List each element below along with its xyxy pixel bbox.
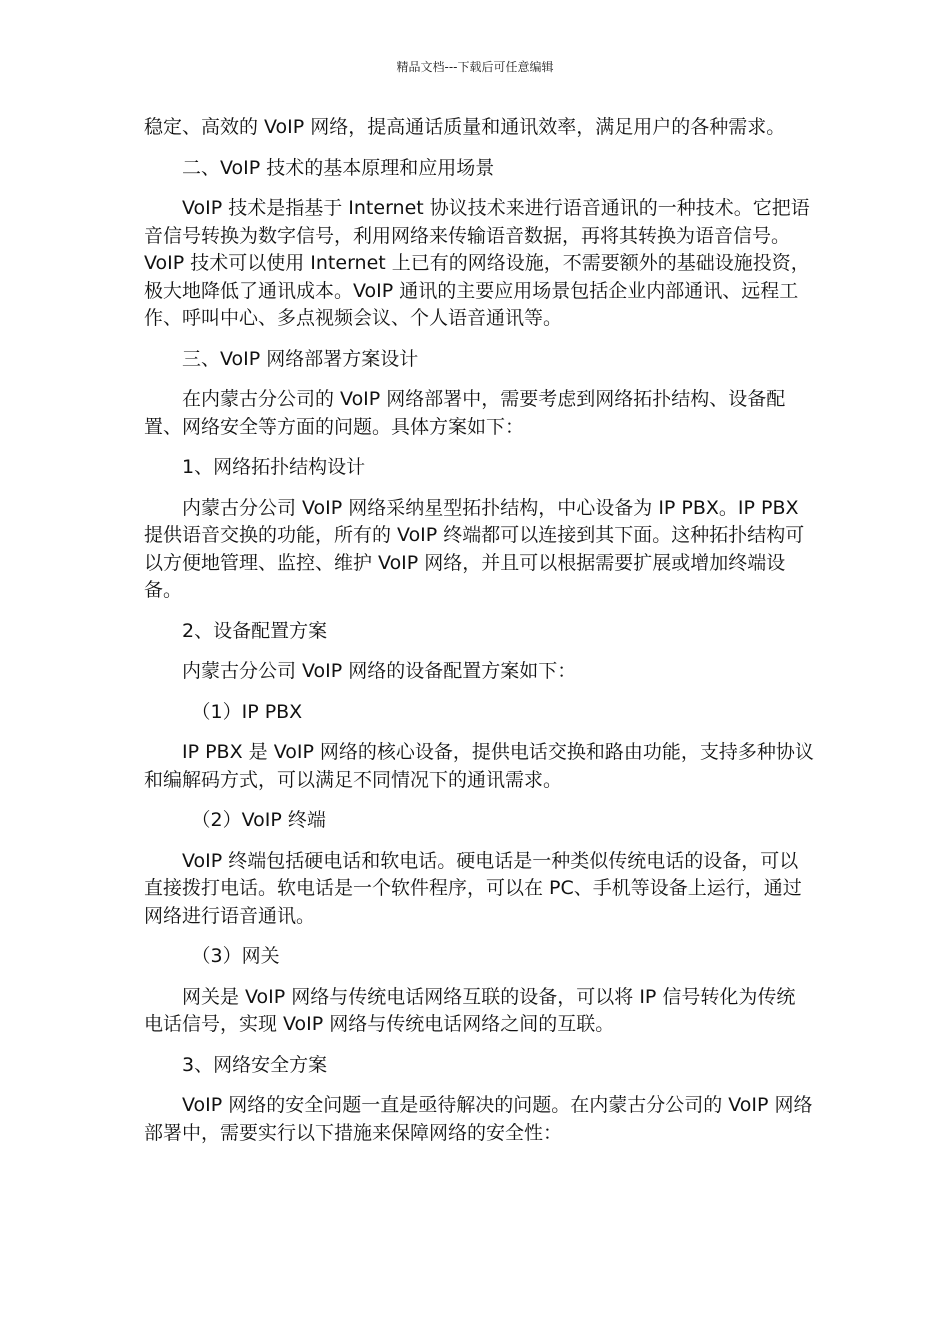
subsection-heading-security: 3、网络安全方案 <box>182 1053 328 1076</box>
paragraph-voip-principle: VoIP 技术是指基于 Internet 协议技术来进行语音通讯的一种技术。它把语音信号转换为数字信号，利用网络来传输语音数据，再将其转换为语音信号。VoIP 技术可以使用 Internet 上已有的网络设施，不需要额外的基础设施投资，极大地降低了通讯成本。VoIP 通讯的主要应用场景包括企业内部通讯、远程工作、呼叫中心、多点视频会议、个人语音通讯等。 <box>144 197 810 329</box>
paragraph-topology: 内蒙古分公司 VoIP 网络采纳星型拓扑结构，中心设备为 IP PBX。IP PBX 提供语音交换的功能，所有的 VoIP 终端都可以连接到其下面。这种拓扑结构可以方便地管理、监控、维护 VoIP 网络，并且可以根据需要扩展或增加终端设备。 <box>144 496 805 601</box>
section-heading-3: 三、VoIP 网络部署方案设计 <box>182 347 419 370</box>
subsection-heading-topology: 1、网络拓扑结构设计 <box>182 456 366 478</box>
item-heading-voip-terminal: （2）VoIP 终端 <box>191 809 326 831</box>
paragraph-deployment-intro: 在内蒙古分公司的 VoIP 网络部署中，需要考虑到网络拓扑结构、设备配置、网络安全等方面的问题。具体方案如下： <box>144 388 786 438</box>
paragraph-equipment-intro: 内蒙古分公司 VoIP 网络的设备配置方案如下： <box>182 660 577 682</box>
paragraph-intro-continued: 稳定、高效的 VoIP 网络，提高通话质量和通讯效率，满足用户的各种需求。 <box>144 116 786 138</box>
page-header: 精品文档---下载后可任意编辑 <box>396 60 554 74</box>
paragraph-gateway: 网关是 VoIP 网络与传统电话网络互联的设备，可以将 IP 信号转化为传统电话信号，实现 VoIP 网络与传统电话网络之间的互联。 <box>144 985 796 1035</box>
subsection-heading-equipment: 2、设备配置方案 <box>182 619 328 642</box>
item-heading-ip-pbx: （1）IP PBX <box>191 700 303 723</box>
section-heading-2: 二、VoIP 技术的基本原理和应用场景 <box>182 156 495 179</box>
paragraph-voip-terminal: VoIP 终端包括硬电话和软电话。硬电话是一种类似传统电话的设备，可以直接拨打电话。软电话是一个软件程序，可以在 PC、手机等设备上运行，通过网络进行语音通讯。 <box>144 849 802 927</box>
paragraph-security: VoIP 网络的安全问题一直是亟待解决的问题。在内蒙古分公司的 VoIP 网络部署中，需要实行以下措施来保障网络的安全性： <box>144 1094 813 1144</box>
document-body <box>144 114 814 1160</box>
item-heading-gateway: （3）网关 <box>191 945 280 967</box>
paragraph-ip-pbx: IP PBX 是 VoIP 网络的核心设备，提供电话交换和路由功能，支持多种协议和编解码方式，可以满足不同情况下的通讯需求。 <box>144 741 814 791</box>
